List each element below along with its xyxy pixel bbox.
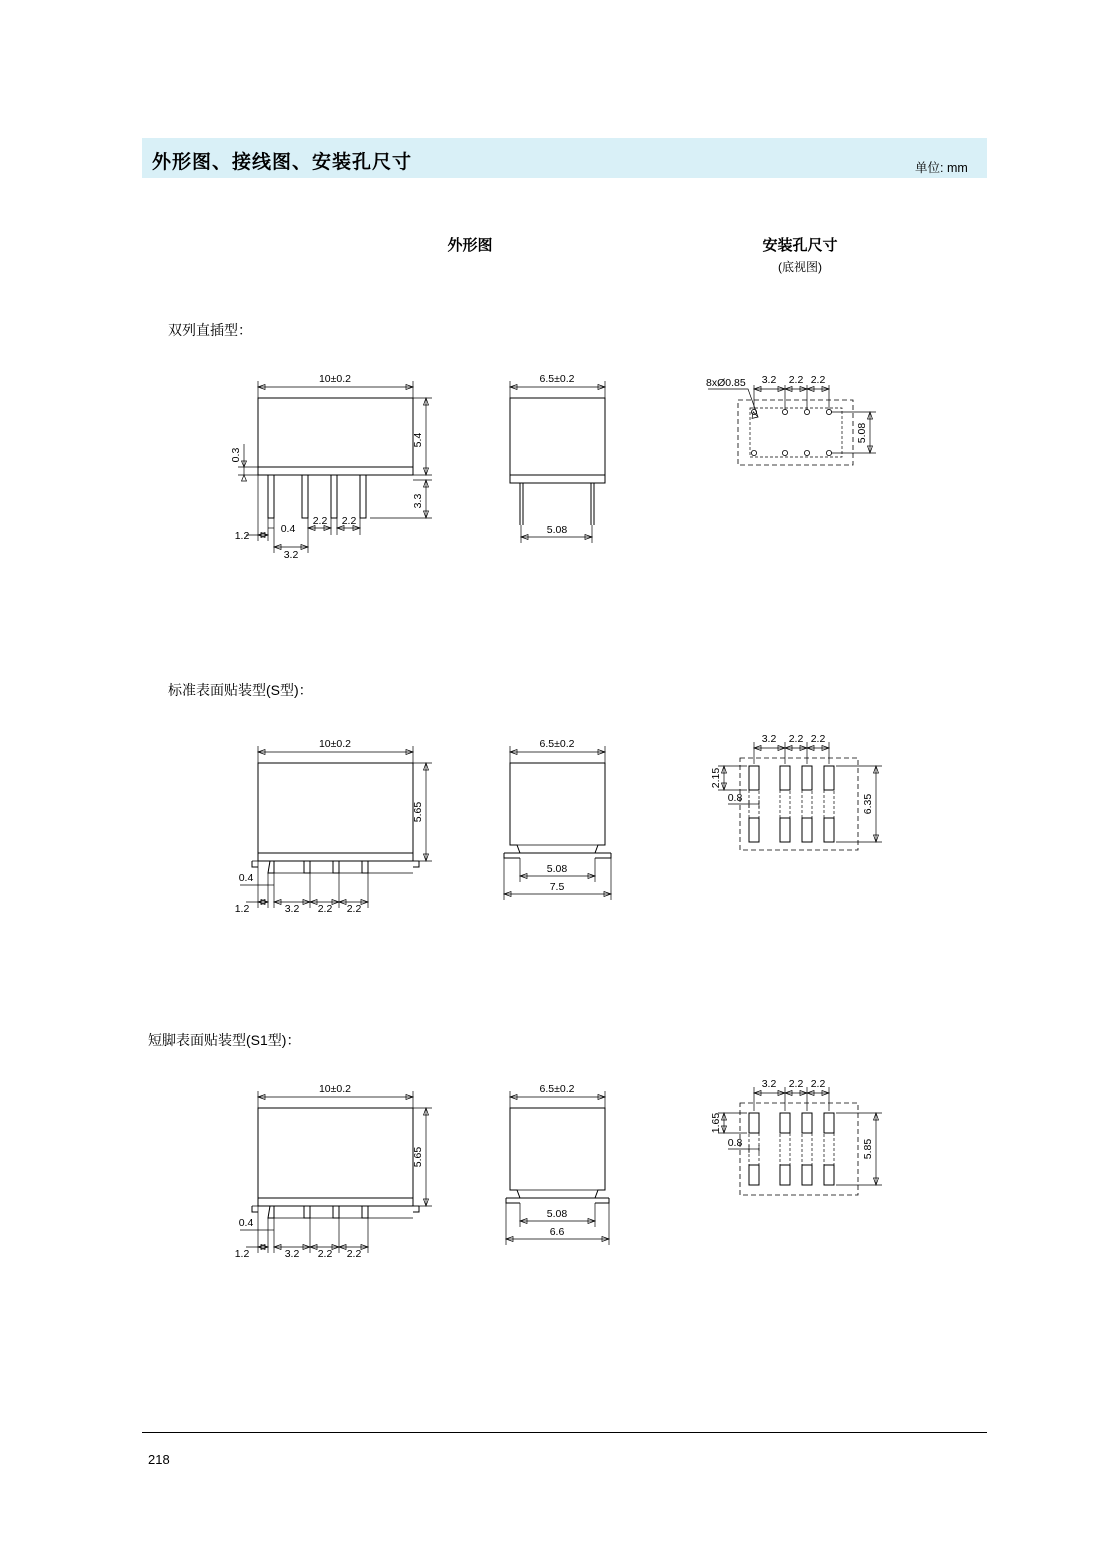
smd-s-front-view-drawing <box>230 730 450 920</box>
dim-smd-s-side-width: 6.5±0.2 <box>539 738 575 750</box>
row-label-smd-s: 标准表面贴装型(S型)： <box>168 682 313 698</box>
dim-dip-front-shoulder: 0.3 <box>230 447 242 463</box>
dip-mounting-holes-drawing <box>690 365 920 525</box>
dim-smd-s1-front-width: 10±0.2 <box>318 1083 352 1095</box>
dim-dip-front-width: 10±0.2 <box>318 373 352 385</box>
dim-dip-front-p1: 0.4 <box>280 523 296 535</box>
dim-smd-s1-pads-height: 1.65 <box>710 1112 722 1134</box>
dim-smd-s-pads-d1: 3.2 <box>761 733 777 745</box>
dim-smd-s-pads-d2: 2.2 <box>788 733 804 745</box>
dim-dip-front-p3: 2.2 <box>341 515 357 527</box>
dim-dip-front-p4: 3.2 <box>283 549 299 561</box>
dim-smd-s-pads-width: 0.8 <box>727 792 743 804</box>
dim-smd-s1-front-p3: 2.2 <box>346 1248 362 1260</box>
dim-smd-s1-side-width: 6.5±0.2 <box>539 1083 575 1095</box>
dim-smd-s1-front-p1: 3.2 <box>284 1248 300 1260</box>
dim-dip-front-pin-length: 3.3 <box>412 493 424 509</box>
dim-dip-holes-row-pitch: 5.08 <box>856 422 868 444</box>
row-label-smd-s1: 短脚表面贴装型(S1型)： <box>148 1032 301 1048</box>
dim-smd-s-front-width: 10±0.2 <box>318 738 352 750</box>
unit-note: 单位: mm <box>915 161 968 175</box>
dim-dip-holes-d2: 2.2 <box>788 374 804 386</box>
dim-dip-front-edge: 1.2 <box>234 530 250 542</box>
dim-smd-s-side-span: 7.5 <box>549 881 565 893</box>
dim-smd-s-front-height: 5.65 <box>412 801 424 823</box>
dim-smd-s-pads-height: 2.15 <box>710 767 722 789</box>
page-number: 218 <box>148 1452 170 1467</box>
dim-smd-s-front-lead: 0.4 <box>238 872 254 884</box>
column-caption-mounting-sub: (底视图) <box>778 260 822 274</box>
dim-dip-side-pitch: 5.08 <box>546 524 568 536</box>
dim-smd-s1-pads-d3: 2.2 <box>810 1078 826 1090</box>
dim-smd-s-front-edge: 1.2 <box>234 903 250 915</box>
dim-dip-front-height: 5.4 <box>412 432 424 448</box>
dip-front-view-drawing <box>230 365 450 570</box>
dim-smd-s1-front-lead: 0.4 <box>238 1217 254 1229</box>
smd-s-pad-layout-drawing <box>690 730 920 890</box>
note-dip-hole-count: 8xØ0.85 <box>706 377 746 389</box>
column-caption-mounting: 安装孔尺寸 <box>762 237 838 254</box>
smd-s1-side-view-drawing <box>490 1075 660 1265</box>
dim-smd-s1-front-edge: 1.2 <box>234 1248 250 1260</box>
dim-smd-s-pads-row-pitch: 6.35 <box>862 793 874 815</box>
smd-s-side-view-drawing <box>490 730 660 920</box>
dim-dip-holes-d3: 2.2 <box>810 374 826 386</box>
row-label-dip: 双列直插型： <box>168 322 252 338</box>
dim-dip-side-width: 6.5±0.2 <box>539 373 575 385</box>
dim-smd-s1-front-p2: 2.2 <box>317 1248 333 1260</box>
dip-side-view-drawing <box>490 365 660 555</box>
dim-smd-s1-side-pitch: 5.08 <box>546 1208 568 1220</box>
dim-smd-s1-pads-d1: 3.2 <box>761 1078 777 1090</box>
dim-smd-s1-pads-row-pitch: 5.85 <box>862 1138 874 1160</box>
dim-dip-front-p2: 2.2 <box>312 515 328 527</box>
footer-divider <box>142 1432 987 1433</box>
dim-dip-holes-d1: 3.2 <box>761 374 777 386</box>
column-caption-outline: 外形图 <box>447 237 493 254</box>
dim-smd-s-front-p1: 3.2 <box>284 903 300 915</box>
dim-smd-s1-pads-d2: 2.2 <box>788 1078 804 1090</box>
dim-smd-s-pads-d3: 2.2 <box>810 733 826 745</box>
smd-s1-front-view-drawing <box>230 1075 450 1265</box>
dim-smd-s1-front-height: 5.65 <box>412 1146 424 1168</box>
smd-s1-pad-layout-drawing <box>690 1075 920 1235</box>
page-title: 外形图、接线图、安装孔尺寸 <box>152 152 413 173</box>
dim-smd-s-front-p2: 2.2 <box>317 903 333 915</box>
dim-smd-s-side-pitch: 5.08 <box>546 863 568 875</box>
dim-smd-s1-side-span: 6.6 <box>549 1226 565 1238</box>
dim-smd-s1-pads-width: 0.8 <box>727 1137 743 1149</box>
dim-smd-s-front-p3: 2.2 <box>346 903 362 915</box>
